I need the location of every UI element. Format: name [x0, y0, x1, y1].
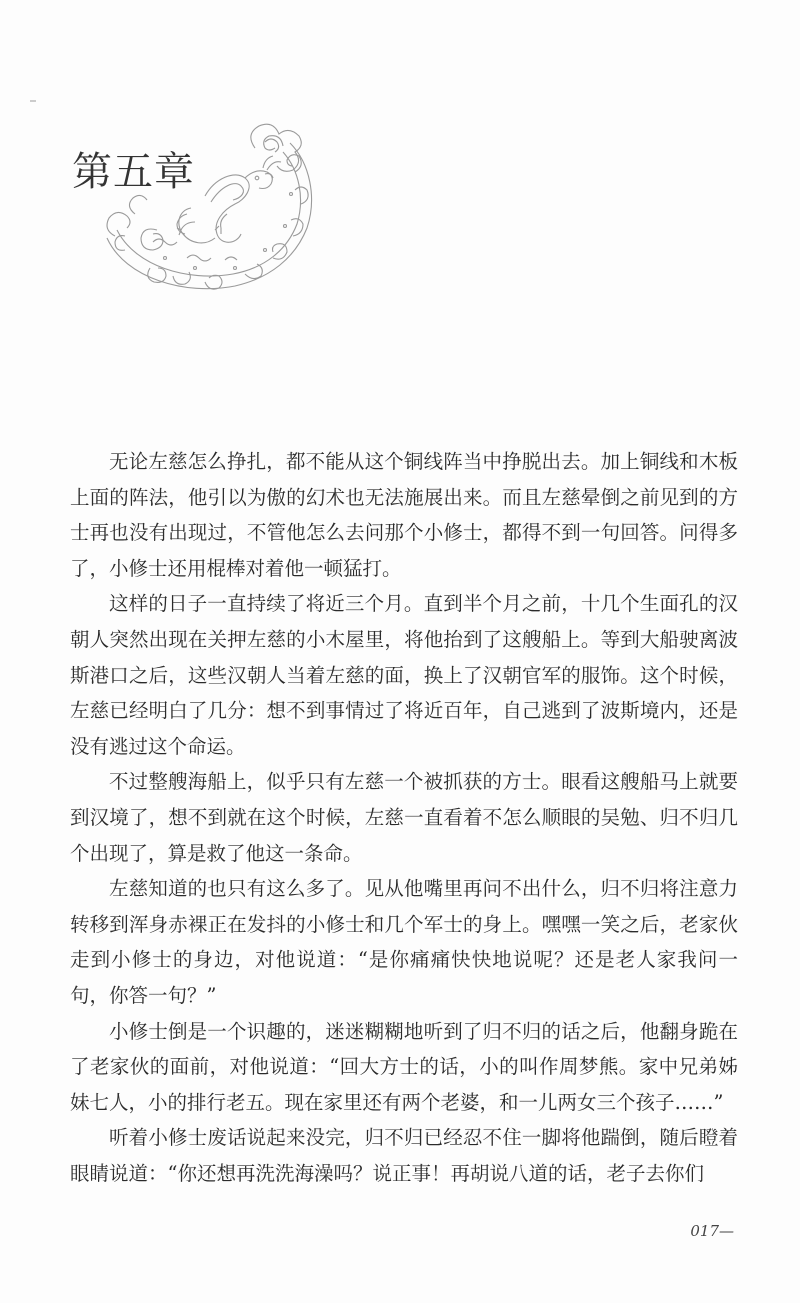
paragraph: 无论左慈怎么挣扎，都不能从这个铜线阵当中挣脱出去。加上铜线和木板上面的阵法，他引以为傲的幻术也无法施展出来。而且左慈晕倒之前见到的方士再也没有出现过，不管他怎么去问那个小修士，都得不到一句回答。问得多了，小修士还用棍棒对着他一顿猛打。 — [70, 450, 738, 580]
paragraph: 小修士倒是一个识趣的，迷迷糊糊地听到了归不归的话之后，他翻身跪在了老家伙的面前，对他说道：“回大方士的话，小的叫作周梦熊。家中兄弟姊妹七人，小的排行老五。现在家里还有两个老婆，和一儿两女三个孩子……” — [70, 1019, 738, 1114]
paragraph: 这样的日子一直持续了将近三个月。直到半个月之前，十几个生面孔的汉朝人突然出现在关押左慈的小木屋里，将他抬到了这艘船上。等到大船驶离波斯港口之后，这些汉朝人当着左慈的面，换上了汉朝官军的服饰。这个时候，左慈已经明白了几分：想不到事情过了将近百年，自己逃到了波斯境内，还是没有逃过这个命运。 — [70, 592, 738, 758]
paragraph: 听着小修士废话说起来没完，归不归已经忍不住一脚将他踹倒，随后瞪着眼睛说道：“你还想再洗洗海澡吗？说正事！再胡说八道的话，老子去你们 — [70, 1126, 738, 1185]
scan-speck — [30, 100, 36, 102]
chapter-body — [70, 444, 738, 1191]
paragraph: 不过整艘海船上，似乎只有左慈一个被抓获的方士。眼看这艘船马上就要到汉境了，想不到就在这个时候，左慈一直看着不怎么顺眼的吴勉、归不归几个出现了，算是救了他这一条命。 — [70, 770, 738, 865]
paragraph: 左慈知道的也只有这么多了。见从他嘴里再问不出什么，归不归将注意力转移到浑身赤裸正在发抖的小修士和几个军士的身上。嘿嘿一笑之后，老家伙走到小修士的身边，对他说道：“是你痛痛快快地说呢？还是老人家我问一句，你答一句？” — [70, 877, 738, 1007]
chapter-title: 第五章 — [72, 149, 195, 195]
page-number: 017— — [690, 1222, 734, 1240]
